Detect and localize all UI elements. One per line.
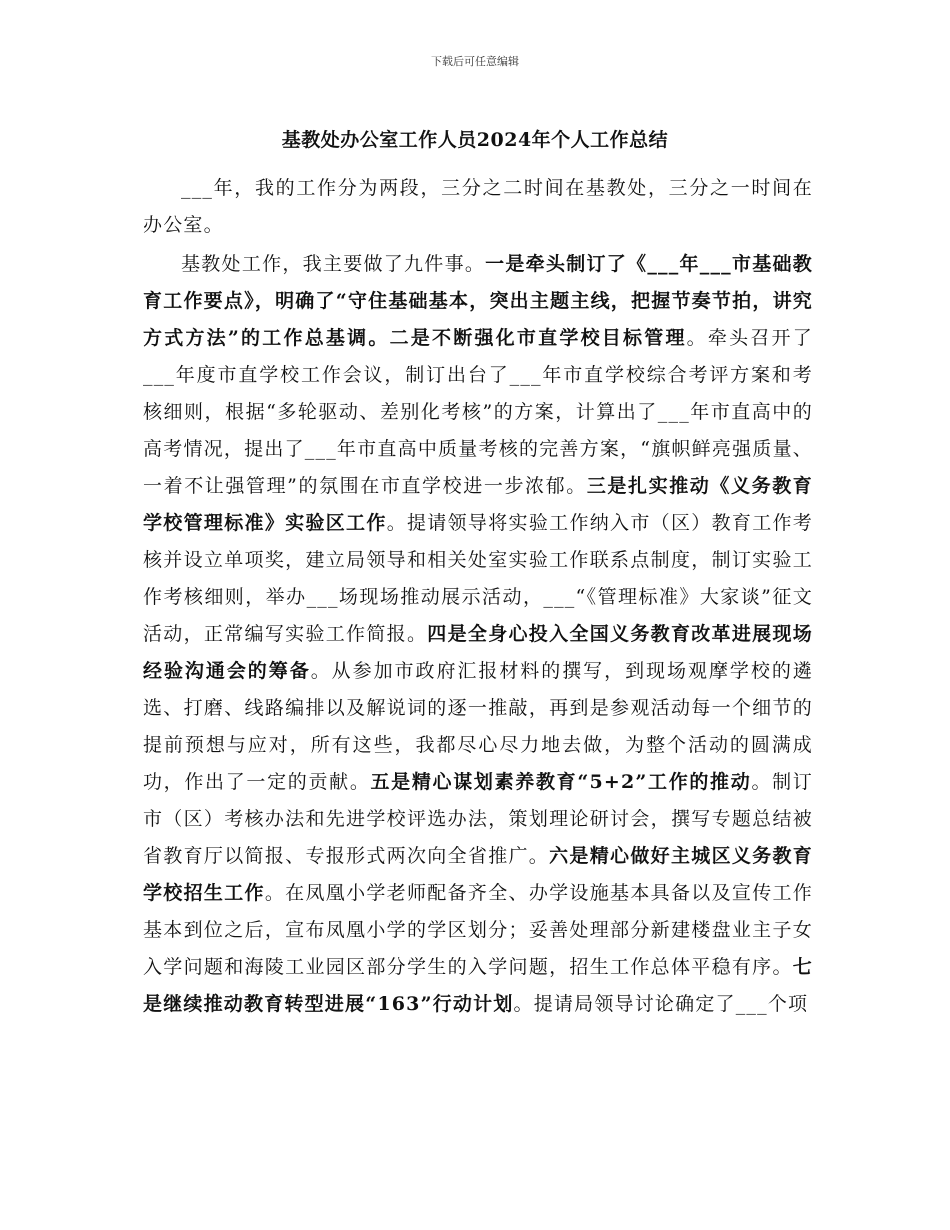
- paragraph-1: [143, 170, 813, 244]
- p2-seg: 。从参加市政府汇报材料的撰写，到现场观摩学校的遴选、打磨、线路编排以及解说词的逐一推敲，再到是参观活动每一个细节的提前预想与应对，所有这些，我都尽心尽力地去做，为整个活动的圆满成功，作出了一定的贡献。: [143, 660, 813, 793]
- p2-seg-bold: 七是继续推动教育转型进展“163”行动计划: [143, 956, 813, 1015]
- paragraph-2: [143, 246, 813, 1023]
- p2-seg-bold: 三是扎实推动《义务教育学校管理标准》实验区工作: [143, 475, 813, 534]
- p2-seg: 。提请局领导讨论确定了___个项: [513, 993, 809, 1015]
- paragraph-1-text: ___年，我的工作分为两段，三分之二时间在基教处，三分之一时间在办公室。: [143, 177, 813, 236]
- document-body: [143, 170, 813, 1023]
- p2-seg-bold: 二是不断强化市直学校目标管理: [389, 327, 687, 349]
- p2-seg: 。提请领导将实验工作纳入市（区）教育工作考核并设立单项奖，建立局领导和相关处室实验工作联系点制度，制订实验工作考核细则，举办___场现场推动展示活动，___“《管理标准》大家谈”征文活动，正常编写实验工作简报。: [143, 512, 814, 645]
- p2-seg: 基教处工作，我主要做了九件事。: [181, 253, 486, 275]
- document-title: 基教处办公室工作人员2024年个人工作总结: [281, 129, 669, 151]
- page-header-note: 下载后可任意编辑: [431, 55, 519, 68]
- p2-seg: 。牵头召开了___年度市直学校工作会议，制订出台了___年市直学校综合考评方案和考核细则，根据“多轮驱动、差别化考核”的方案，计算出了___年市直高中的高考情况，提出了___年市直高中质量考核的完善方案，“旗帜鲜亮强质量、一着不让强管理”的氛围在市直学校进一步浓郁。: [143, 327, 813, 497]
- p2-seg-bold: 五是精心谋划素养教育“5+2”工作的推动: [370, 771, 752, 793]
- p2-seg: 。制订市（区）考核办法和先进学校评选办法，策划理论研讨会，撰写专题总结被省教育厅以简报、专报形式两次向全省推广。: [143, 771, 814, 867]
- p2-seg: 。在凤凰小学老师配备齐全、办学设施基本具备以及宣传工作基本到位之后，宣布凤凰小学的学区划分；妥善处理部分新建楼盘业主子女入学问题和海陵工业园区部分学生的入学问题，招生工作总体平稳有序。: [143, 882, 814, 978]
- p2-seg-bold: 六是精心做好主城区义务教育学校招生工作: [143, 845, 813, 904]
- p2-seg-bold: 四是全身心投入全国义务教育改革进展现场经验沟通会的筹备: [143, 623, 813, 682]
- p2-seg-bold: 一是牵头制订了《___年___市基础教育工作要点》，明确了“守住基础基本，突出主题主线，把握节奏节拍，讲究方式方法”的工作总基调。: [143, 253, 813, 349]
